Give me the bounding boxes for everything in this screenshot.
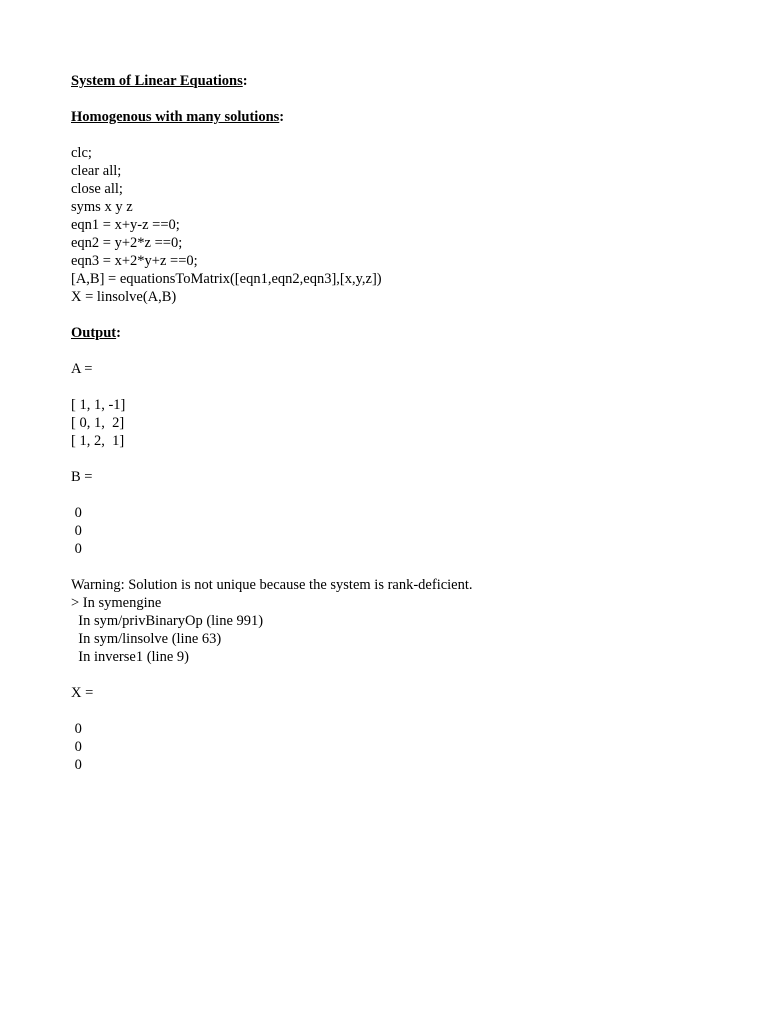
warning-line: In inverse1 (line 9): [71, 649, 189, 665]
document-page: [71, 72, 711, 774]
warning-block: [71, 576, 711, 666]
matrix-b-label: B =: [71, 469, 93, 485]
code-line: close all;: [71, 181, 123, 197]
code-line: clc;: [71, 145, 92, 161]
matrix-a-label: A =: [71, 361, 93, 377]
code-line: eqn1 = x+y-z ==0;: [71, 217, 180, 233]
section-subtitle: Homogenous with many solutions:: [71, 109, 285, 125]
matrix-x: [71, 720, 711, 774]
code-line: eqn3 = x+2*y+z ==0;: [71, 253, 198, 269]
matrix-row: 0: [71, 523, 82, 539]
code-block: [71, 144, 711, 306]
matrix-row: [ 1, 2, 1]: [71, 433, 125, 449]
warning-line: > In symengine: [71, 595, 162, 611]
section-title: System of Linear Equations:: [71, 73, 248, 89]
code-line: [A,B] = equationsToMatrix([eqn1,eqn2,eqn3],[x,y,z]): [71, 271, 382, 287]
code-line: X = linsolve(A,B): [71, 289, 177, 305]
warning-line: In sym/privBinaryOp (line 991): [71, 613, 264, 629]
matrix-row: 0: [71, 505, 82, 521]
output-heading: Output:: [71, 325, 121, 341]
matrix-b: [71, 504, 711, 558]
code-line: clear all;: [71, 163, 122, 179]
matrix-x-label: X =: [71, 685, 94, 701]
matrix-row: [ 0, 1, 2]: [71, 415, 125, 431]
matrix-row: 0: [71, 541, 82, 557]
matrix-row: 0: [71, 721, 82, 737]
code-line: syms x y z: [71, 199, 133, 215]
matrix-a: [71, 396, 711, 450]
warning-line: In sym/linsolve (line 63): [71, 631, 222, 647]
warning-line: Warning: Solution is not unique because the system is rank-deficient.: [71, 577, 473, 593]
matrix-row: [ 1, 1, -1]: [71, 397, 126, 413]
code-line: eqn2 = y+2*z ==0;: [71, 235, 183, 251]
matrix-row: 0: [71, 739, 82, 755]
matrix-row: 0: [71, 757, 82, 773]
